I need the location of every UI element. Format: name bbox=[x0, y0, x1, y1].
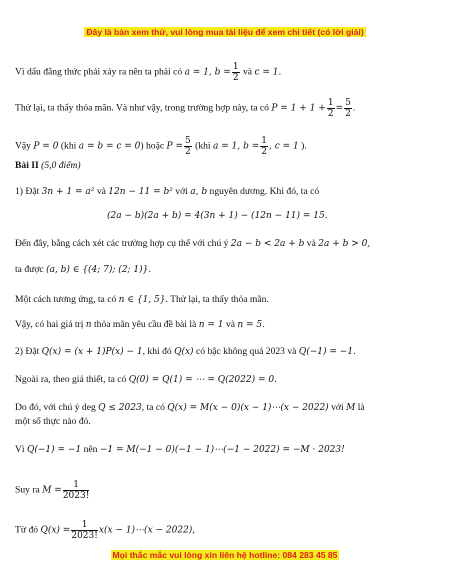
math: a = b = c = 0 bbox=[78, 141, 141, 152]
preview-notice bbox=[0, 27, 450, 37]
text: Vậy, có hai giá trị bbox=[15, 319, 84, 330]
line-p1 bbox=[15, 186, 319, 198]
line-p5 bbox=[15, 319, 265, 331]
section-points: (5,0 điểm) bbox=[41, 160, 81, 171]
den: 2 bbox=[232, 73, 239, 83]
fraction bbox=[184, 136, 192, 157]
text: Một cách tương ứng, ta có bbox=[15, 294, 117, 305]
line-p11 bbox=[15, 480, 90, 501]
text: . Thử lại, ta thấy thỏa mãn. bbox=[165, 294, 269, 305]
text: Suy ra bbox=[15, 484, 40, 496]
math: 2a − b < 2a + b bbox=[230, 239, 305, 249]
fraction bbox=[63, 480, 90, 501]
den: 2 bbox=[345, 109, 351, 119]
math: P = bbox=[166, 141, 183, 152]
math: Q(0) = Q(1) = ⋯ = Q(2022) = 0. bbox=[128, 375, 277, 385]
math: x(x − 1)⋯(x − 2022) bbox=[98, 525, 193, 536]
den: 2023! bbox=[71, 531, 98, 541]
math: 12n − 11 = b² bbox=[108, 187, 173, 197]
den: 2 bbox=[327, 109, 334, 119]
math: Q(x) = (x + 1)P(x) − 1 bbox=[41, 347, 143, 357]
text: Vì bbox=[15, 444, 25, 455]
line-p2 bbox=[15, 238, 370, 250]
text: và bbox=[96, 186, 106, 197]
math: n ∈ {1, 5} bbox=[118, 295, 166, 305]
math: a = 1, b = bbox=[184, 67, 231, 78]
text: Ngoài ra, theo giả thiết, ta có bbox=[15, 374, 127, 385]
text: Vì dấu đẳng thức phải xảy ra nên ta phải có bbox=[15, 66, 183, 78]
math: −1 = M(−1 − 0)(−1 − 1)⋯(−1 − 2022) = −M · 2023! bbox=[99, 445, 345, 455]
text: Vậy bbox=[15, 140, 31, 152]
math: c = 1. bbox=[254, 67, 282, 78]
text: nên bbox=[83, 444, 98, 455]
math: n = 1 bbox=[198, 320, 224, 330]
text: , ta có bbox=[141, 402, 165, 413]
text: và bbox=[242, 66, 253, 78]
math: Q(x) = bbox=[40, 525, 71, 536]
line-p9 bbox=[15, 416, 91, 428]
text: ). bbox=[301, 140, 307, 152]
num: 1 bbox=[327, 98, 334, 108]
section-heading bbox=[15, 160, 81, 172]
text: ta được bbox=[15, 264, 44, 275]
math: 3n + 1 = a² bbox=[41, 187, 95, 197]
den: 2023! bbox=[62, 491, 90, 501]
text: một số thực nào đó. bbox=[15, 416, 91, 427]
math: P = 0 bbox=[33, 141, 59, 152]
line-p4 bbox=[15, 294, 269, 306]
math: M bbox=[346, 403, 356, 413]
line-conclusion-part1 bbox=[15, 136, 307, 157]
fraction bbox=[260, 136, 268, 157]
equation-product bbox=[107, 210, 328, 222]
line-p10 bbox=[15, 444, 345, 456]
text: là bbox=[357, 402, 365, 413]
text: và bbox=[306, 238, 316, 249]
math: Q(x) bbox=[174, 347, 194, 357]
den: 2 bbox=[185, 147, 191, 157]
hotline-footer bbox=[0, 550, 450, 560]
text: Đến đây, bằng cách xét các trường hợp cụ thể với chú ý bbox=[15, 238, 229, 249]
math: Q ≤ 2023 bbox=[98, 403, 142, 413]
text: thỏa mãn yêu cầu đề bài là bbox=[93, 319, 197, 330]
math: n bbox=[85, 320, 92, 330]
line-p12 bbox=[15, 520, 195, 541]
text: Từ đó bbox=[15, 524, 39, 536]
math: Q(−1) = −1 bbox=[27, 445, 82, 455]
math: Q(−1) = −1. bbox=[298, 347, 356, 357]
math: , c = 1 bbox=[269, 141, 299, 152]
num: 5 bbox=[185, 136, 191, 146]
num: 5 bbox=[345, 98, 351, 108]
math: (a, b) ∈ {(4; 7); (2; 1)}. bbox=[46, 265, 152, 275]
text: với bbox=[175, 186, 188, 197]
text: 2) Đặt bbox=[15, 346, 40, 357]
fraction bbox=[344, 98, 352, 119]
math: M = bbox=[42, 485, 62, 496]
line-p7 bbox=[15, 374, 277, 386]
num: 1 bbox=[71, 520, 98, 531]
line-p8 bbox=[15, 402, 365, 414]
text: , khi đó bbox=[142, 346, 172, 357]
den: 2 bbox=[261, 147, 267, 157]
line-p3 bbox=[15, 264, 151, 276]
line-check-case: Thử lại, ta thấy thỏa mãn. Và như vậy, trong trường hợp này, ta có P = 1 + 1 + $\frac{1}{2}$ = $\frac{5}{2}$ . bbox=[15, 98, 356, 119]
num: 1 bbox=[261, 136, 267, 146]
line-equality-condition bbox=[15, 62, 281, 83]
preview-notice-text: Đây là bản xem thử, vui lòng mua tài liệu để xem chi tiết (có lời giải) bbox=[86, 27, 364, 37]
math: n = 5. bbox=[237, 320, 266, 330]
math: P = 1 + 1 + bbox=[271, 103, 326, 114]
line-p6 bbox=[15, 346, 356, 358]
text: ) hoặc bbox=[140, 140, 165, 152]
math: = bbox=[335, 103, 344, 114]
text: Do đó, với chú ý deg bbox=[15, 402, 96, 413]
math: (2a − b)(2a + b) = 4(3n + 1) − (12n − 11) = 15. bbox=[107, 211, 328, 221]
text: có bậc không quá 2023 và bbox=[195, 346, 297, 357]
text: với bbox=[331, 402, 344, 413]
fraction bbox=[232, 62, 240, 83]
math: a, b bbox=[190, 187, 208, 197]
text: nguyên dương. Khi đó, ta có bbox=[209, 186, 320, 197]
math: Q(x) = M(x − 0)(x − 1)⋯(x − 2022) bbox=[167, 403, 329, 413]
fraction bbox=[327, 98, 335, 119]
text: và bbox=[225, 319, 235, 330]
text: (khi bbox=[60, 140, 77, 152]
math: a = 1, b = bbox=[213, 141, 260, 152]
num: 1 bbox=[232, 62, 239, 72]
section-title: Bài II bbox=[15, 160, 39, 171]
hotline-text: Mọi thắc mắc vui lòng xin liên hệ hotline: 084 283 45 85 bbox=[112, 550, 338, 560]
fraction bbox=[71, 520, 98, 541]
math: 2a + b > 0, bbox=[318, 239, 371, 249]
text: Thử lại, ta thấy thỏa mãn. Và như vậy, trong trường hợp này, ta có bbox=[15, 102, 269, 114]
num: 1 bbox=[63, 480, 90, 491]
text: (khi bbox=[195, 140, 211, 152]
text: 1) Đặt bbox=[15, 186, 40, 197]
text: , bbox=[192, 524, 195, 536]
